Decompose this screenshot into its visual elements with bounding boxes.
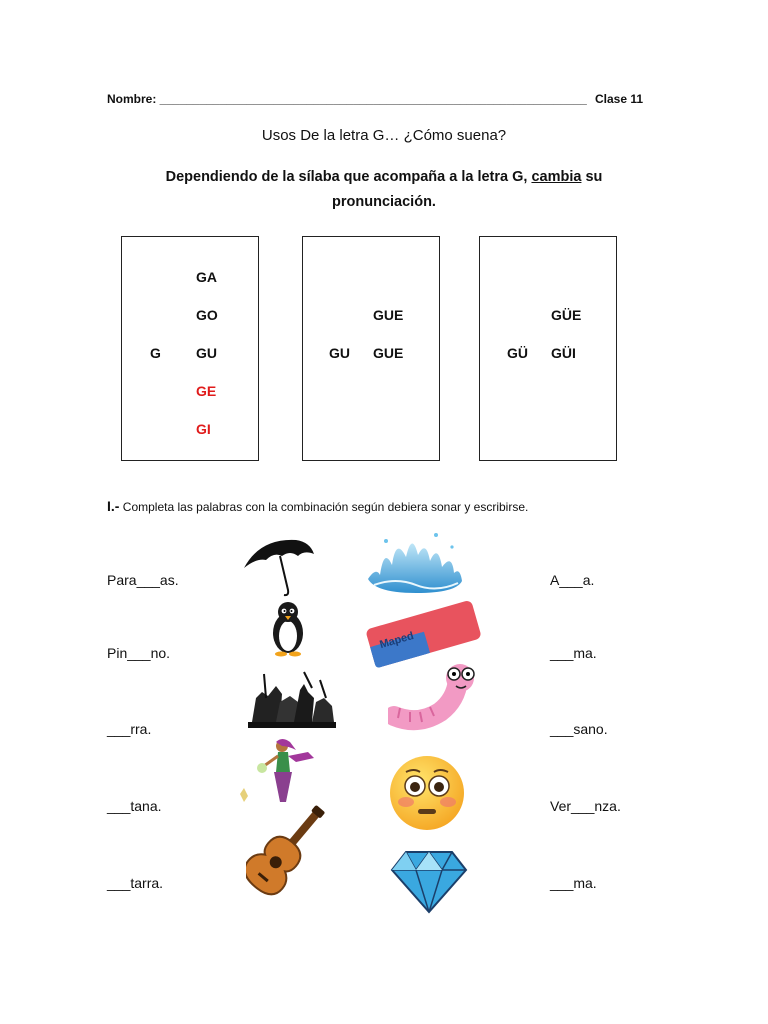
intro-text xyxy=(140,165,628,215)
exercise-number: I.- xyxy=(107,498,120,514)
class-label: Clase 11 xyxy=(595,92,644,106)
syllable-box-gu-dieresis xyxy=(479,236,617,461)
box1-syllable-gu: GU xyxy=(196,345,217,361)
diamond-icon xyxy=(390,848,468,914)
war-silhouette-icon xyxy=(246,668,338,730)
box1-syllable-gi: GI xyxy=(196,421,211,437)
box1-syllable-ge: GE xyxy=(196,383,217,399)
eraser-icon xyxy=(360,596,486,668)
box3-syllable-gue: GÜE xyxy=(551,307,582,323)
name-label: Nombre: ________________________________________________________________ xyxy=(107,92,587,106)
gypsy-dancer-icon xyxy=(234,736,318,806)
page-title: Usos De la letra G… ¿Cómo suena? xyxy=(261,127,507,144)
exercise-instruction xyxy=(107,498,528,514)
worm-icon xyxy=(388,660,488,736)
intro-part2: su pronunciación. xyxy=(332,169,603,210)
exercise-text: Completa las palabras con la combinación según debiera sonar y escribirse. xyxy=(122,500,529,514)
box2-syllable-gue-2: GUE xyxy=(373,345,404,361)
box1-prefix: G xyxy=(150,345,161,361)
header-name-line xyxy=(107,92,647,106)
syllable-box-gu xyxy=(302,236,440,461)
umbrella-icon xyxy=(240,534,316,598)
right-word-4: Ver___nza. xyxy=(550,798,621,814)
intro-letter: G, xyxy=(512,169,528,185)
box2-syllable-gue-1: GUE xyxy=(373,307,404,323)
left-word-2: Pin___no. xyxy=(107,645,171,661)
svg-text:Maped: Maped xyxy=(378,629,416,652)
water-splash-icon xyxy=(366,527,464,595)
right-word-3: ___sano. xyxy=(550,721,608,737)
right-word-1: A___a. xyxy=(550,572,595,588)
box1-syllable-ga: GA xyxy=(196,269,217,285)
left-word-5: ___tarra. xyxy=(107,875,164,891)
embarrassed-face-icon xyxy=(388,754,466,832)
left-word-1: Para___as. xyxy=(107,572,179,588)
box3-syllable-gui: GÜI xyxy=(551,345,576,361)
guitar-icon xyxy=(246,800,326,898)
intro-part1: Dependiendo de la sílaba que acompaña a la letra xyxy=(165,169,513,185)
box3-prefix: GÜ xyxy=(507,345,528,361)
box1-syllable-go: GO xyxy=(196,307,218,323)
syllable-box-g xyxy=(121,236,259,461)
penguin-icon xyxy=(268,599,308,657)
right-word-5: ___ma. xyxy=(550,875,597,891)
box2-prefix: GU xyxy=(329,345,350,361)
right-word-2: ___ma. xyxy=(550,645,597,661)
left-word-4: ___tana. xyxy=(107,798,162,814)
left-word-3: ___rra. xyxy=(107,721,152,737)
intro-underlined: cambia xyxy=(531,169,582,185)
